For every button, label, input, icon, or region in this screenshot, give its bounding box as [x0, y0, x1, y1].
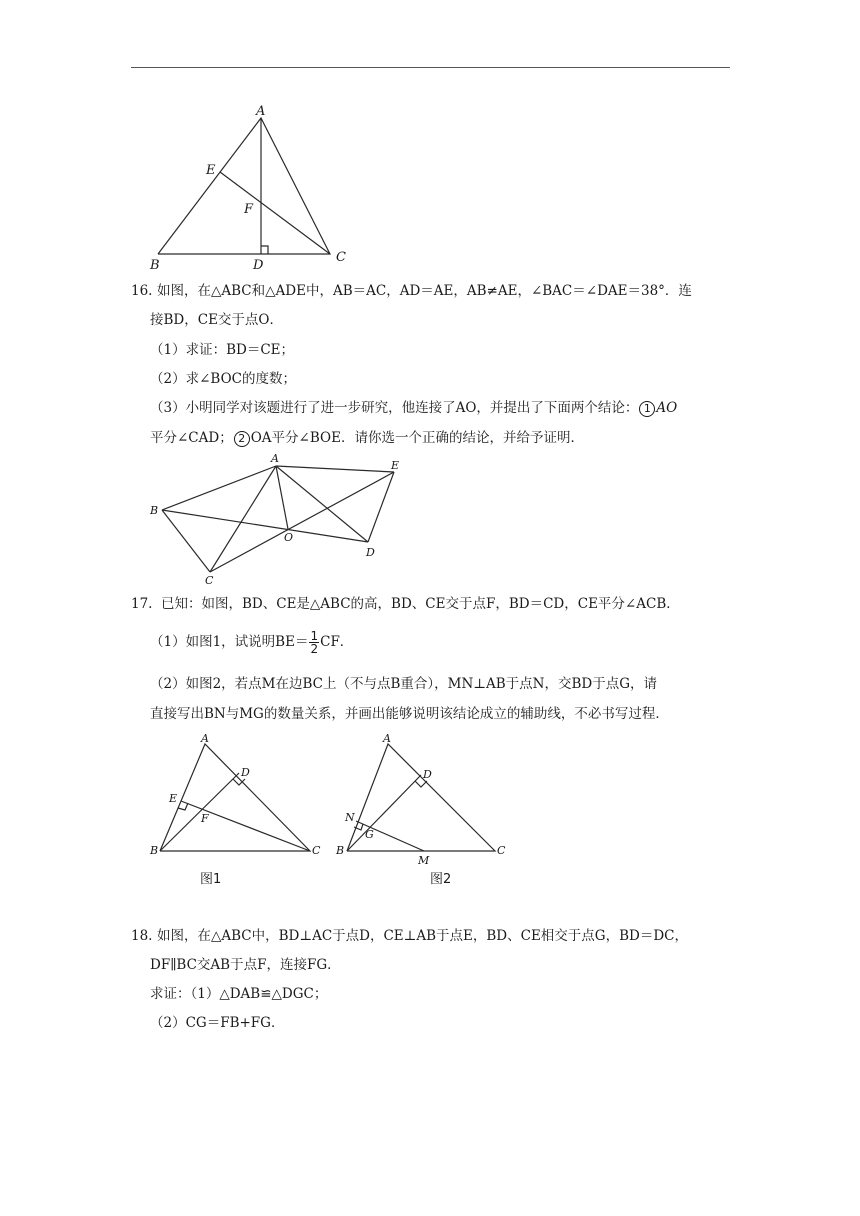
- label-A: A: [256, 104, 266, 119]
- label-A: A: [201, 732, 209, 745]
- q17-number: 17.: [131, 596, 153, 612]
- figure-triangle-abc-altitude: [140, 98, 360, 278]
- altitude-bd: [347, 775, 421, 851]
- segment-ae: [276, 466, 394, 472]
- q17-part1-cf: CF．: [320, 634, 354, 650]
- segment-de: [368, 472, 394, 542]
- label-C: C: [205, 574, 214, 587]
- label-D: D: [253, 258, 264, 273]
- q16-part3-rest: OA平分∠BOE．请你选一个正确的结论，并给予证明．: [250, 430, 584, 446]
- label-D: D: [423, 768, 432, 781]
- q16-number: 16.: [131, 283, 153, 299]
- figure-q16: [140, 452, 420, 587]
- figure-q17-1: [145, 730, 330, 890]
- label-F: F: [201, 812, 209, 825]
- label-C: C: [497, 844, 506, 857]
- q16-part3-text: （3）小明同学对该题进行了进一步研究，他连接了AO，并提出了下面两个结论：: [150, 400, 639, 416]
- label-N: N: [345, 811, 355, 824]
- q17-line1: 已知：如图，BD、CE是△ABC的高，BD、CE交于点F，BD＝CD，CE平分∠ACB．: [161, 596, 680, 612]
- fraction-numerator: 1: [310, 629, 319, 643]
- caption-fig2: 图2: [430, 872, 452, 887]
- segment-ao: [276, 466, 288, 529]
- triangle-abc: [160, 744, 310, 851]
- q16-part2: （2）求∠BOC的度数；: [150, 371, 296, 387]
- label-D: D: [366, 546, 375, 559]
- header-rule: [131, 67, 730, 68]
- figure-q17-2: [330, 730, 520, 890]
- circled-number-1: 1: [639, 401, 655, 417]
- label-A: A: [383, 732, 391, 745]
- caption-fig1: 图1: [200, 872, 222, 887]
- label-C: C: [336, 250, 346, 265]
- q16-part1: （1）求证：BD＝CE；: [150, 342, 295, 358]
- label-A: A: [271, 452, 279, 465]
- label-C: C: [312, 844, 321, 857]
- segment-bc: [162, 510, 210, 572]
- fraction-denominator: 2: [310, 642, 319, 656]
- q18-number: 18.: [131, 928, 153, 944]
- label-O: O: [284, 531, 294, 544]
- fraction-one-half: [309, 630, 319, 655]
- altitude-bd: [160, 773, 239, 851]
- label-B: B: [150, 258, 160, 273]
- q16-line1: 如图，在△ABC和△ADE中，AB＝AC，AD＝AE，AB≠AE，∠BAC＝∠DAE＝38°．连: [157, 283, 692, 299]
- q16-part3-ao: AO: [656, 400, 678, 416]
- q18-line2: DF∥BC交AB于点F，连接FG．: [150, 957, 341, 973]
- segment-ce: [220, 172, 330, 254]
- label-M: M: [418, 854, 430, 867]
- q18-part2: （2）CG＝FB+FG．: [150, 1015, 285, 1031]
- q18-part1: 求证：（1）△DAB≌△DGC；: [150, 986, 328, 1002]
- q17-part2-line2: 直接写出BN与MG的数量关系，并画出能够说明该结论成立的辅助线，不必书写过程．: [150, 706, 669, 722]
- q17-part2-line1: （2）如图2，若点M在边BC上（不与点B重合），MN⊥AB于点N，交BD于点G，请: [150, 676, 658, 692]
- right-angle-mark-d: [233, 779, 245, 785]
- segment-bd: [162, 510, 368, 542]
- q16-part3-cad: 平分∠CAD；: [150, 430, 233, 446]
- label-E: E: [391, 459, 400, 472]
- segment-ab: [162, 466, 276, 510]
- label-F: F: [244, 202, 254, 217]
- q18-line1: 如图，在△ABC中，BD⊥AC于点D，CE⊥AB于点E，BD、CE相交于点G，BD＝DC，: [157, 928, 688, 944]
- q16-part3-line2: [150, 428, 584, 448]
- label-E: E: [206, 163, 216, 178]
- label-D: D: [241, 766, 250, 779]
- q16-line2: 接BD，CE交于点O．: [150, 312, 283, 328]
- altitude-ce: [181, 801, 310, 851]
- label-G: G: [365, 828, 374, 841]
- q17-part1: [150, 630, 353, 655]
- label-E: E: [169, 792, 178, 805]
- q16-part3-line1: [150, 398, 677, 418]
- right-angle-mark-d: [261, 246, 268, 254]
- label-B: B: [150, 844, 159, 857]
- triangle-abc: [158, 118, 330, 254]
- circled-number-2: 2: [234, 431, 250, 447]
- q17-part1-text: （1）如图1，试说明BE＝: [150, 634, 309, 650]
- label-B: B: [150, 504, 159, 517]
- label-B: B: [336, 844, 345, 857]
